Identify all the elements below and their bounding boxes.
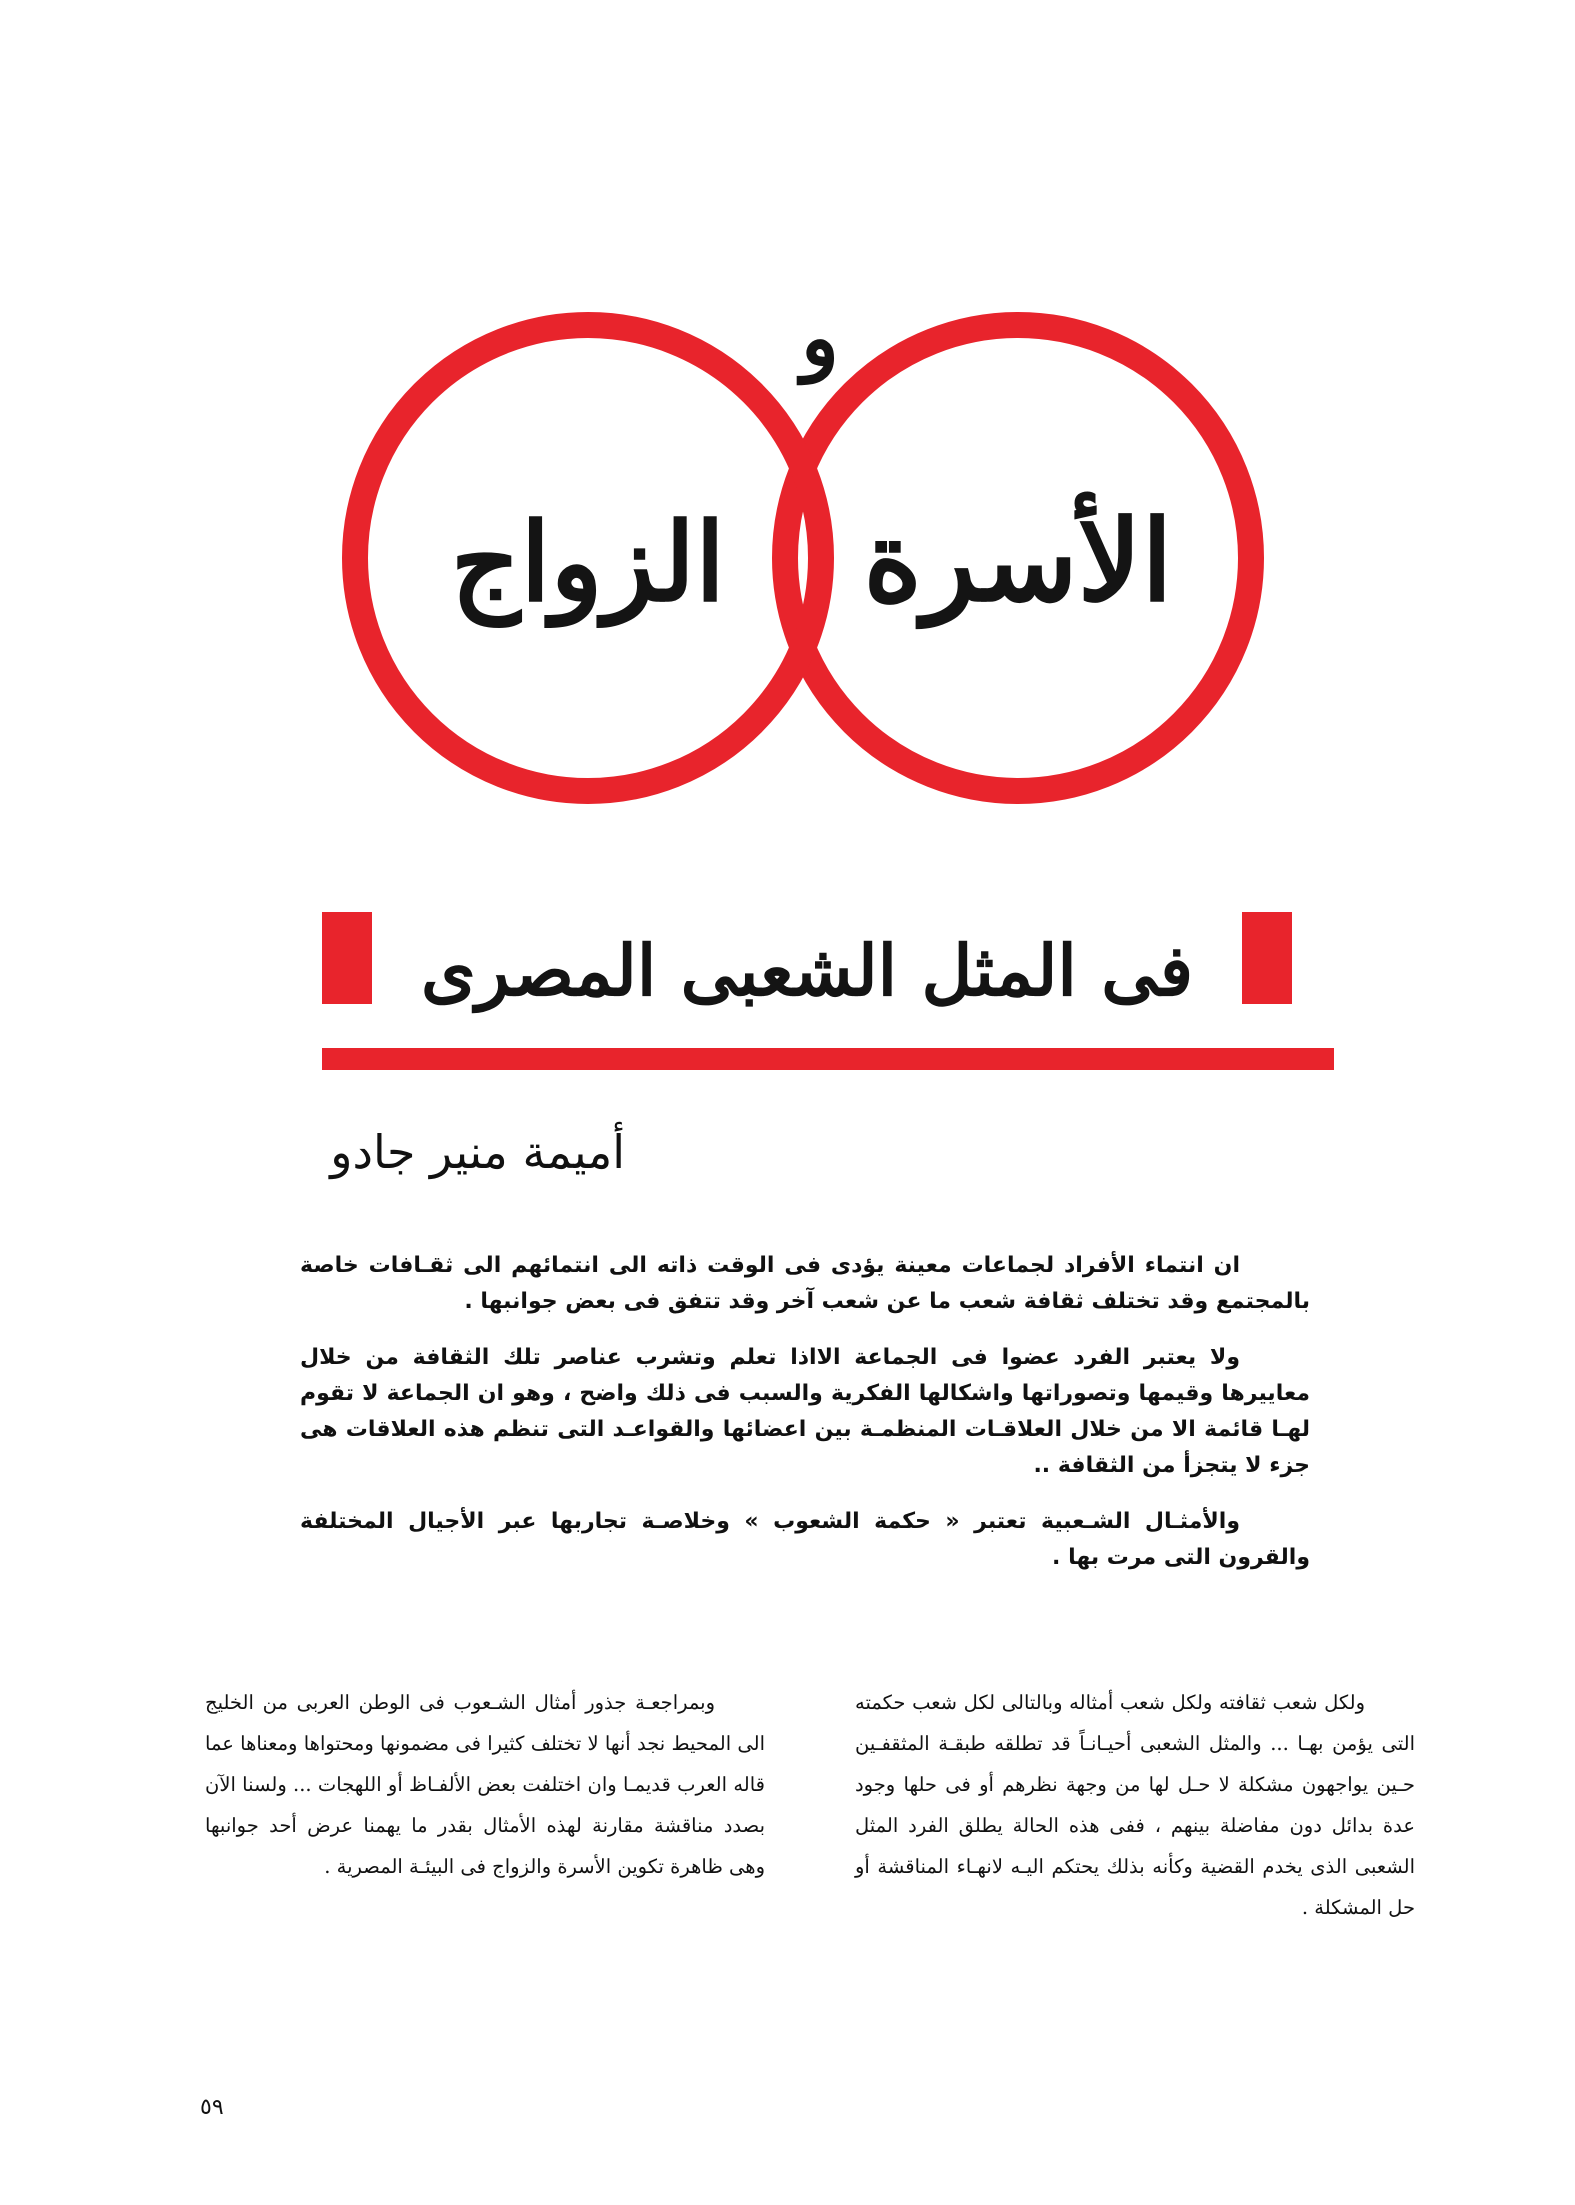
banner-left-square bbox=[322, 912, 372, 1004]
banner-right-square bbox=[1242, 912, 1292, 1004]
intro-paragraph: ان انتماء الأفراد لجماعات معينة يؤدى فى الوقت ذاته الى انتمائهم الى ثقـافات خاصة بالمجتمع وقد تختلف ثقافة شعب ما عن شعب آخر وقد تتفق فى بعض جوانبها . bbox=[300, 1253, 1310, 1314]
intro-paragraph: والأمثـال الشـعبية تعتبر « حكمة الشعوب » وخلاصـة تجاربها عبر الأجيال المختلفة والقرون التى مرت بها . bbox=[300, 1509, 1310, 1570]
body-column-left bbox=[205, 1682, 765, 1887]
page-number: ٥٩ bbox=[200, 2095, 224, 2120]
title-word-family: الأسرة bbox=[863, 496, 1173, 627]
subtitle: فى المثل الشعبى المصرى bbox=[420, 929, 1194, 1012]
banner-underline bbox=[322, 1048, 1334, 1070]
body-column-right bbox=[855, 1682, 1415, 1928]
intro-block bbox=[300, 1248, 1310, 1596]
title-letter-waw: و bbox=[801, 293, 839, 384]
body-paragraph: وبمراجعـة جذور أمثال الشـعوب فى الوطن العربى من الخليج الى المحيط نجد أنها لا تختلف كثيرا فى مضمونها ومحتواها ومعناها عما قاله العرب قديمـا وان اختلفت بعض الألفـاظ أو اللهجات ... ولسنا الآن بصدد مناقشة مقارنة لهذه الأمثال بقدر ما يهمنا عرض أحد جوانبها وهى ظاهرة تكوين الأسرة والزواج فى البيئـة المصرية . bbox=[205, 1691, 765, 1878]
intro-paragraph: ولا يعتبر الفرد عضوا فى الجماعة الااذا تعلم وتشرب عناصر تلك الثقافة من خلال معاييرها وقيمها وتصوراتها واشكالها الفكرية والسبب فى ذلك واضح ، وهو ان الجماعة لا تقوم لهـا قائمة الا من خلال العلاقـات المنظمـة بين اعضائها والقواعـد التى تنظم هذه العلاقات هى جزء لا يتجزأ من الثقافة .. bbox=[300, 1345, 1310, 1478]
author-name: أميمة منير جادو bbox=[330, 1125, 625, 1179]
body-paragraph: ولكل شعب ثقافته ولكل شعب أمثاله وبالتالى لكل شعب حكمته التى يؤمن بهـا ... والمثل الشعبى أحيـانـاً قد تطلقه طبقـة المثقفـين حـين يواجهون مشكلة لا حـل لها من وجهة نظرهم أو فى حلها وجود عدة بدائل دون مفاضلة بينهم ، ففى هذه الحالة يطلق الفرد المثل الشعبى الذى يخدم القضية وكأنه بذلك يحتكم اليـه لانهـاء المناقشة أو حل المشكلة . bbox=[855, 1691, 1415, 1919]
title-word-marriage: الزواج bbox=[450, 500, 726, 626]
